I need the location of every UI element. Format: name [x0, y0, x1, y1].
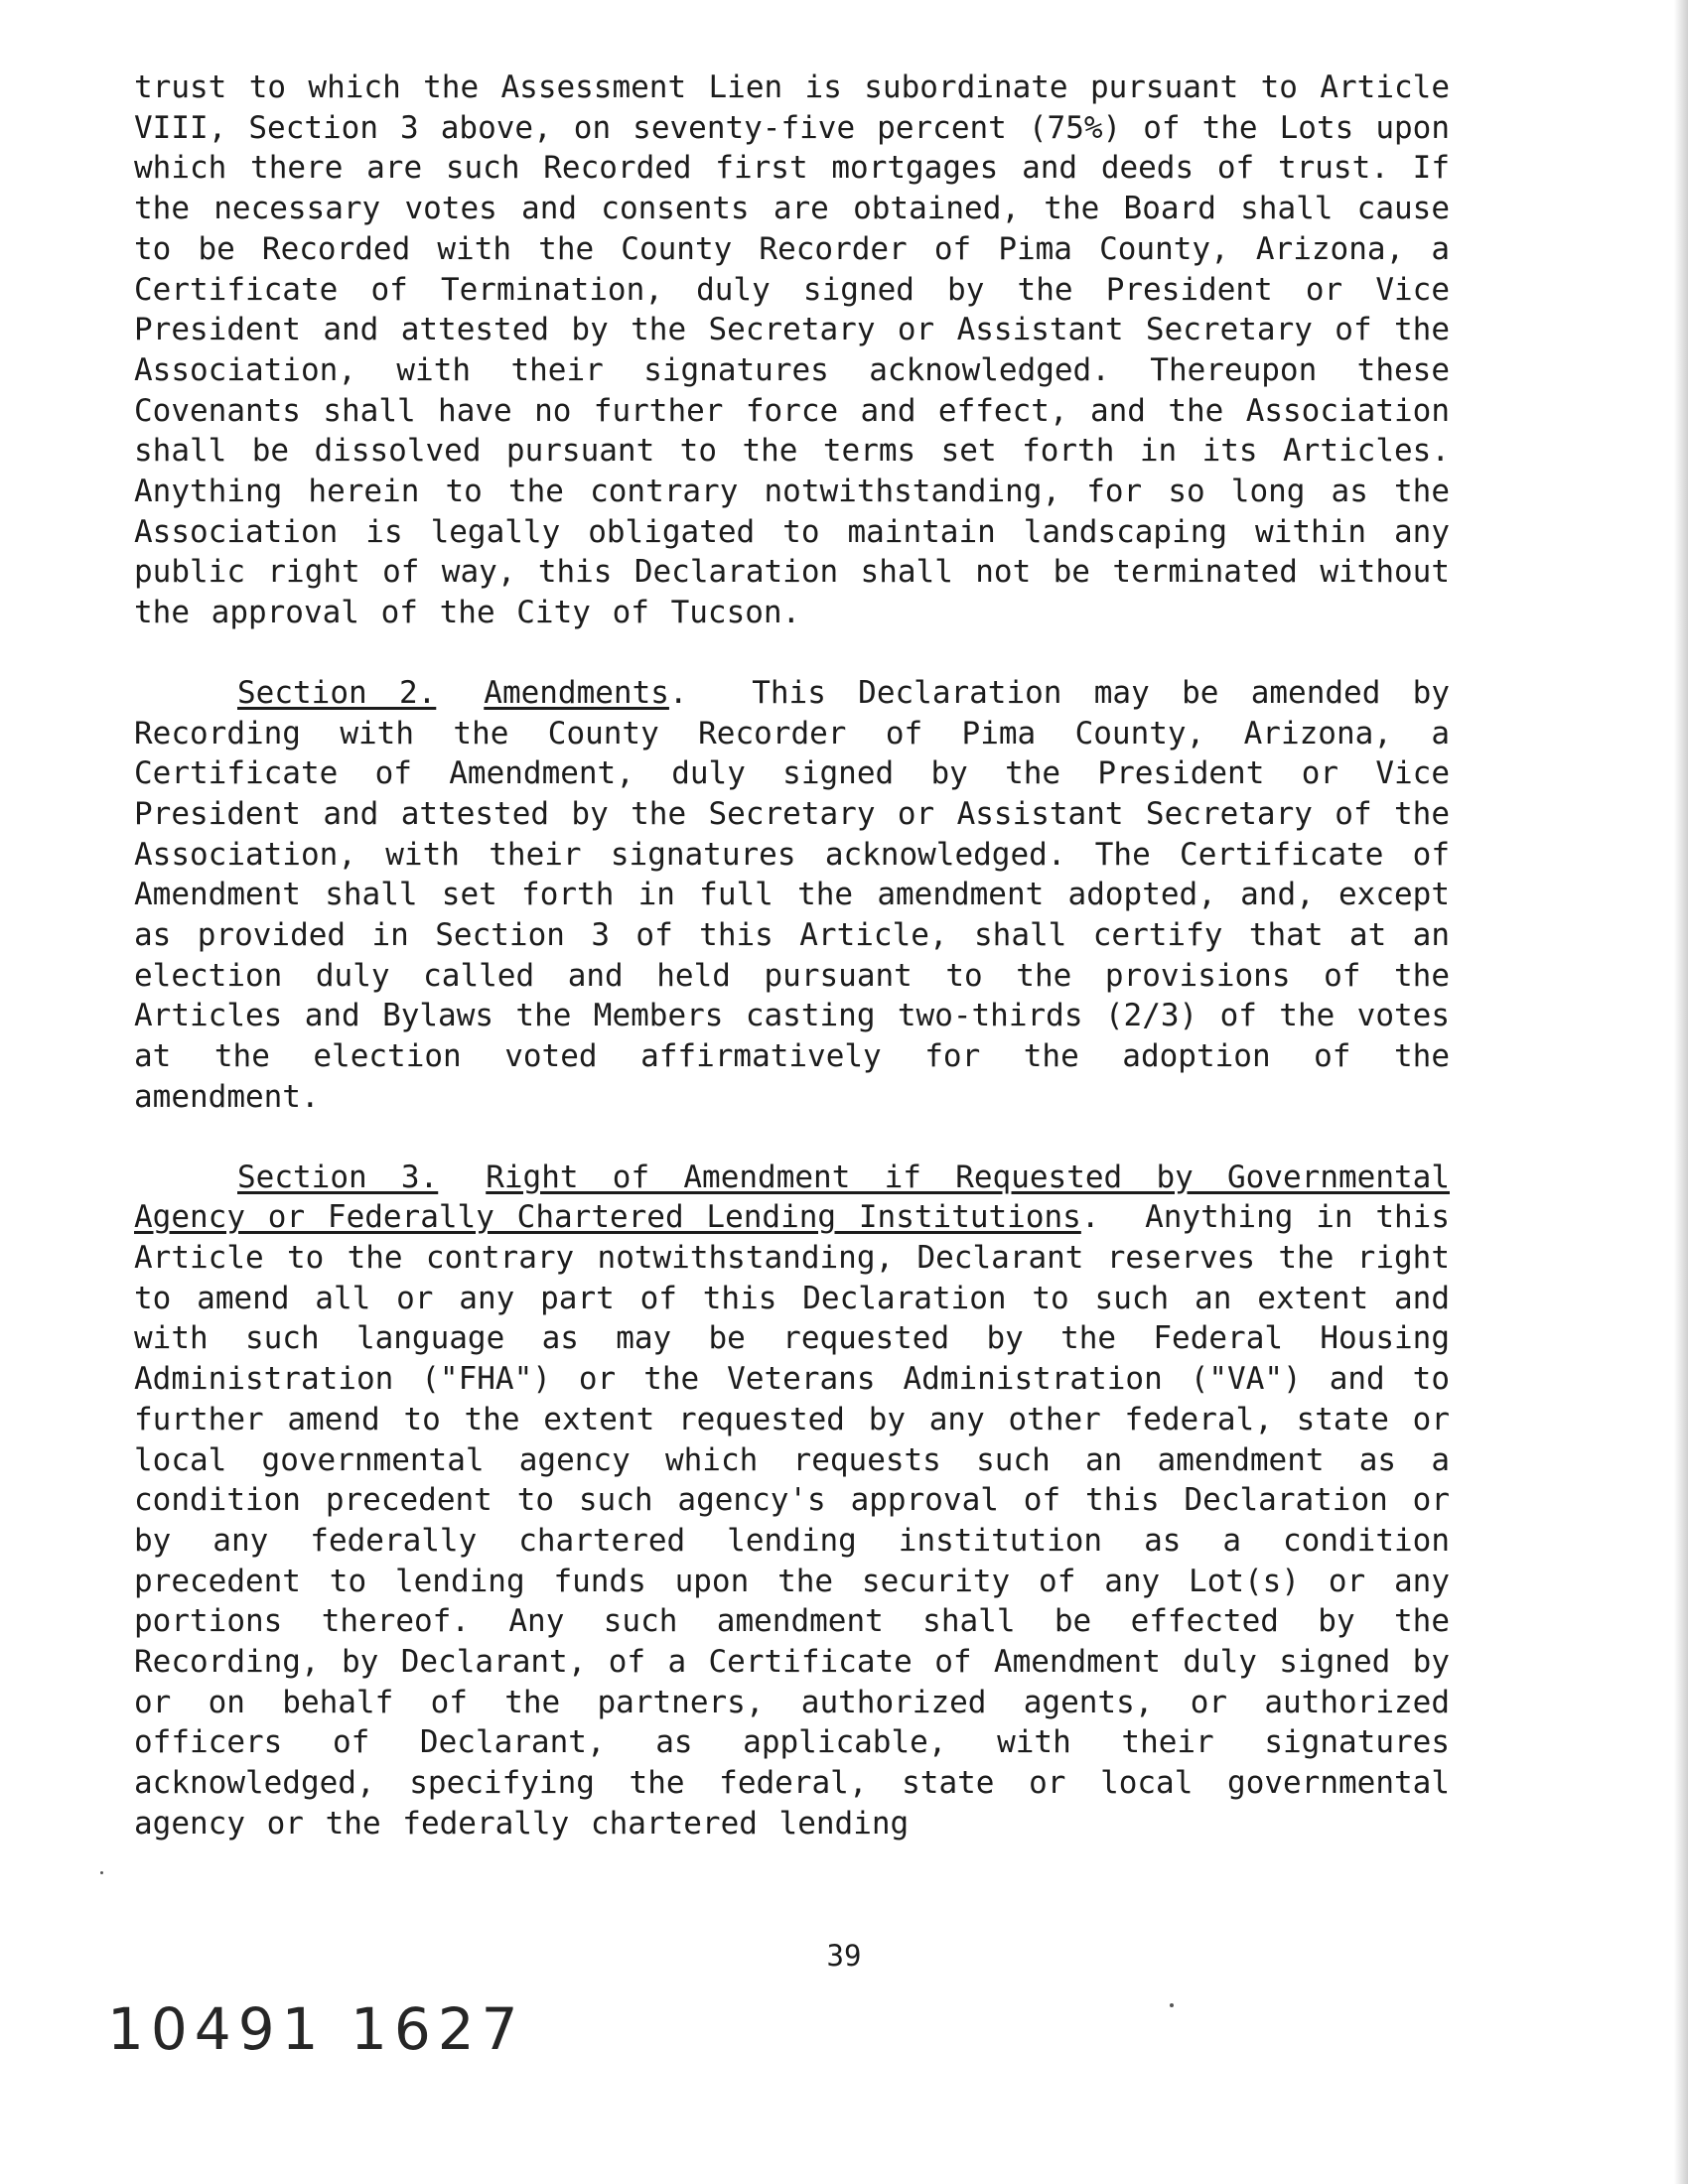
recording-stamp-number: 10491 1627	[107, 1995, 525, 2063]
section-2-label: Section 2.	[237, 674, 437, 711]
scan-speck	[100, 1871, 103, 1874]
section-3-label: Section 3.	[237, 1159, 439, 1195]
scan-speck	[1170, 2003, 1174, 2007]
document-body	[134, 68, 1450, 1884]
section-3-text: Anything in this Article to the contrary notwithstanding, Declarant reserves the right to amend all or any part of this Declaration to such an extent and with such language as may be requested by the Federal Housing Administration ("FHA") or the Veterans Administration ("VA") and to further amend to the extent requested by any other federal, state or local governmental agency which requests such an amendment as a condition precedent to such agency's approval of this Declaration or by any federally chartered lending institution as a condition precedent to lending funds upon the security of any Lot(s) or any portions thereof. Any such amendment shall be effected by the Recording, by Declarant, of a Certificate of Amendment duly signed by or on behalf of the partners, authorized agents, or authorized officers of Declarant, as applicable, with their signatures acknowledged, specifying the federal, state or local governmental agency or the federally chartered lending	[134, 1199, 1450, 1842]
page-edge-shadow	[1674, 0, 1688, 2184]
section-3-title: Right of Amendment if Requested by Governmental Agency or Federally Chartered Lending Institutions	[134, 1159, 1450, 1236]
paragraph-section-2: Section 2. Amendments. This Declaration may be amended by Recording with the County Recorder of Pima County, Arizona, a Certificate of Amendment, duly signed by the President or Vice President and attested by the Secretary or Assistant Secretary of the Association, with their signatures acknowledged. The Certificate of Amendment shall set forth in full the amendment adopted, and, except as provided in Section 3 of this Article, shall certify that at an election duly called and held pursuant to the provisions of the Articles and Bylaws the Members casting two-thirds (2/3) of the votes at the election voted affirmatively for the adoption of the amendment.	[134, 674, 1450, 1115]
paragraph-termination: trust to which the Assessment Lien is subordinate pursuant to Article VIII, Section 3 above, on seventy-five percent (75%) of the Lots upon which there are such Recorded first mortgages and deeds of trust. If the necessary votes and consents are obtained, the Board shall cause to be Recorded with the County Recorder of Pima County, Arizona, a Certificate of Termination, duly signed by the President or Vice President and attested by the Secretary or Assistant Secretary of the Association, with their signatures acknowledged. Thereupon these Covenants shall have no further force and effect, and the Association shall be dissolved pursuant to the terms set forth in its Articles. Anything herein to the contrary notwithstanding, for so long as the Association is legally obligated to maintain landscaping within any public right of way, this Declaration shall not be terminated without the approval of the City of Tucson.	[134, 69, 1450, 631]
section-2-text: This Declaration may be amended by Recording with the County Recorder of Pima County, Arizona, a Certificate of Amendment, duly signed by the President or Vice President and attested by the Secretary or Assistant Secretary of the Association, with their signatures acknowledged. The Certificate of Amendment shall set forth in full the amendment adopted, and, except as provided in Section 3 of this Article, shall certify that at an election duly called and held pursuant to the provisions of the Articles and Bylaws the Members casting two-thirds (2/3) of the votes at the election voted affirmatively for the adoption of the amendment.	[134, 674, 1450, 1115]
section-2-title: Amendments	[484, 674, 669, 711]
page-number: 39	[826, 1939, 862, 1973]
paragraph-section-3: Section 3. Right of Amendment if Requested by Governmental Agency or Federally Chartered Lending Institutions. Anything in this Article to the contrary notwithstanding, Declarant reserves the right to amend all or any part of this Declaration to such an extent and with such language as may be requested by the Federal Housing Administration ("FHA") or the Veterans Administration ("VA") and to further amend to the extent requested by any other federal, state or local governmental agency which requests such an amendment as a condition precedent to such agency's approval of this Declaration or by any federally chartered lending institution as a condition precedent to lending funds upon the security of any Lot(s) or any portions thereof. Any such amendment shall be effected by the Recording, by Declarant, of a Certificate of Amendment duly signed by or on behalf of the partners, authorized agents, or authorized officers of Declarant, as applicable, with their signatures acknowledged, specifying the federal, state or local governmental agency or the federally chartered lending	[134, 1159, 1450, 1842]
